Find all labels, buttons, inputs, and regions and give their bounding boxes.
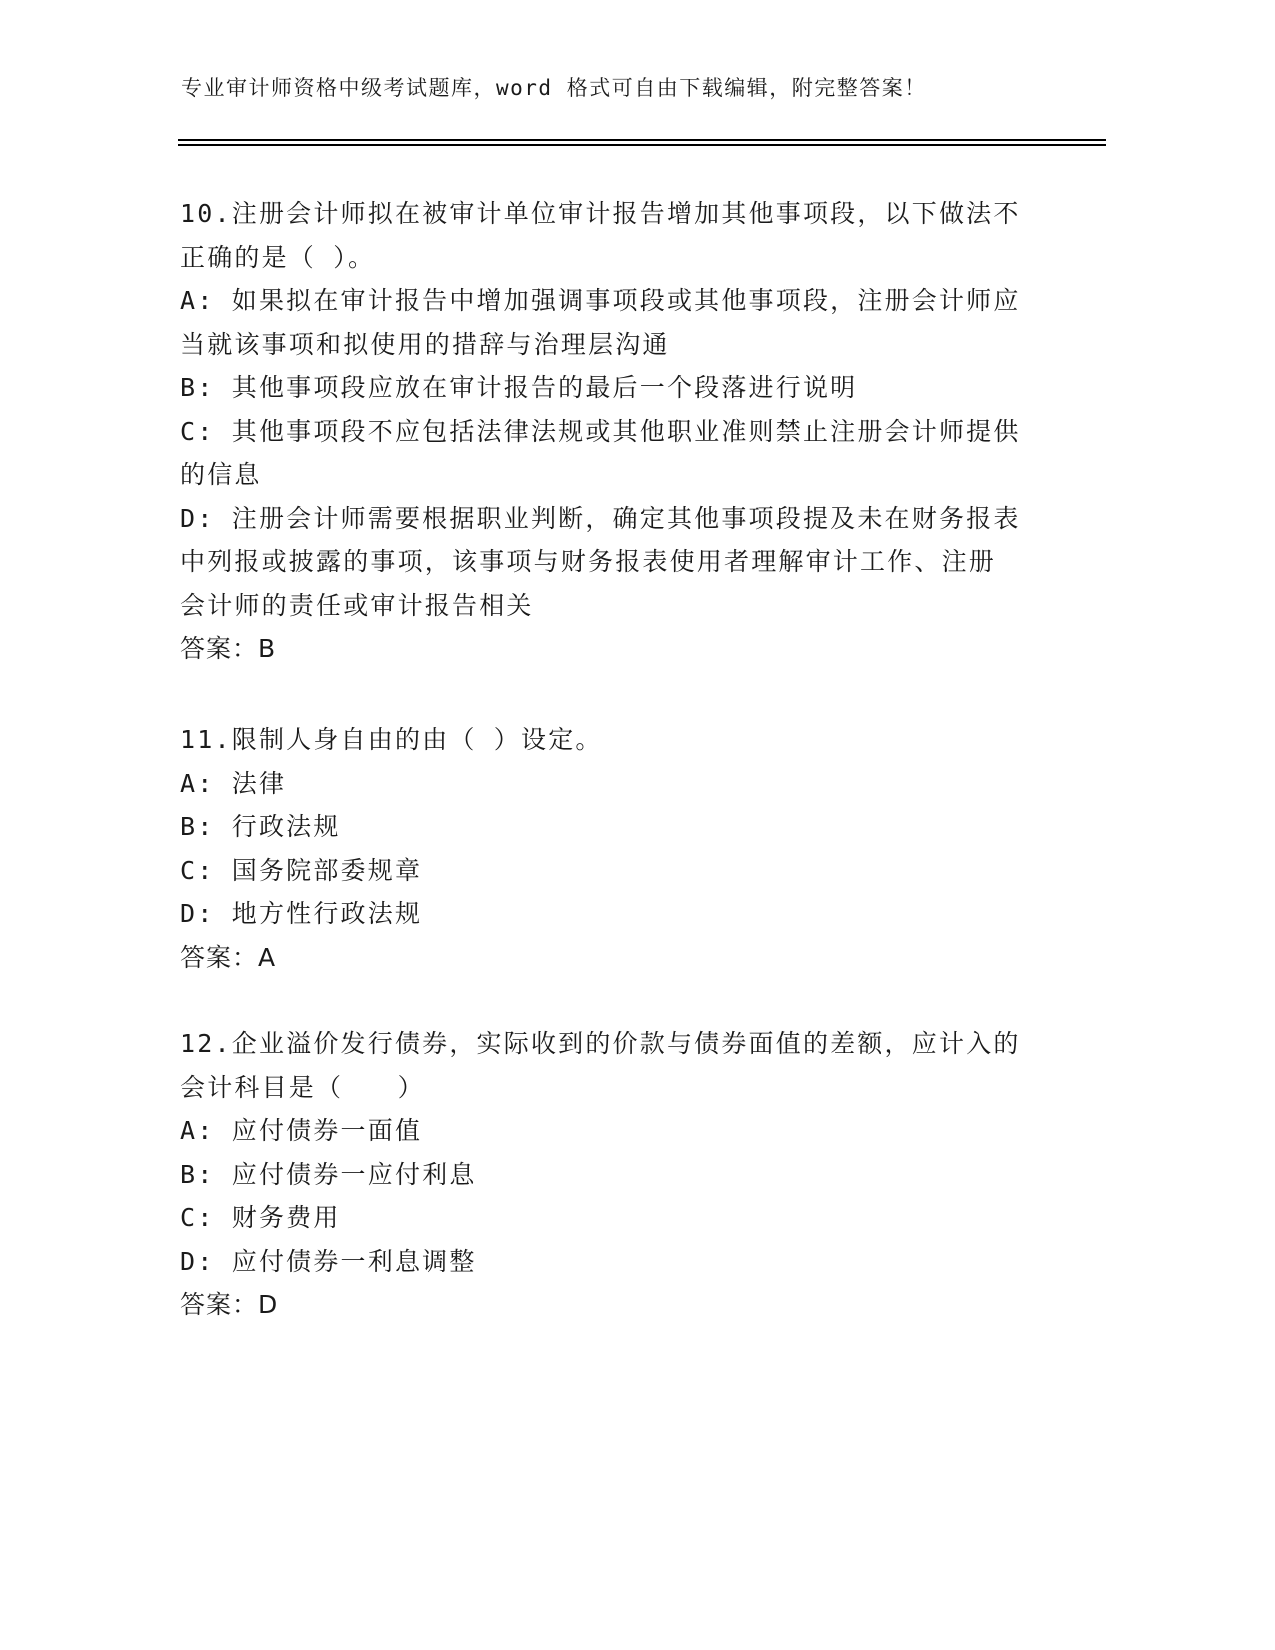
option-d: D: 地方性行政法规 (180, 899, 423, 928)
option-b: B: 应付债券一应付利息 (180, 1159, 477, 1189)
answer: 答案：A (180, 942, 277, 972)
option-c: C: 国务院部委规章 (180, 855, 423, 885)
option-c-cont: 的信息 (180, 460, 262, 489)
question-stem: 11.限制人身自由的由（ ）设定。 (180, 725, 603, 754)
option-a: A: 如果拟在审计报告中增加强调事项段或其他事项段，注册会计师应 (180, 286, 1021, 315)
question-stem: 正确的是（ ）。 (180, 242, 376, 272)
question-12 (180, 1022, 1040, 1327)
option-d-cont: 中列报或披露的事项，该事项与财务报表使用者理解审计工作、注册 (180, 547, 997, 576)
option-b: B: 行政法规 (180, 812, 341, 841)
option-a-cont: 当就该事项和拟使用的措辞与治理层沟通 (180, 329, 670, 359)
option-d-cont: 会计师的责任或审计报告相关 (180, 590, 534, 620)
question-stem: 12.企业溢价发行债券，实际收到的价款与债券面值的差额，应计入的 (180, 1029, 1021, 1058)
question-stem: 10.注册会计师拟在被审计单位审计报告增加其他事项段，以下做法不 (180, 199, 1021, 228)
header-divider (178, 139, 1106, 146)
answer: 答案：D (180, 1290, 279, 1319)
question-10 (180, 192, 1040, 671)
option-a: A: 法律 (180, 768, 287, 798)
option-c: C: 其他事项段不应包括法律法规或其他职业准则禁止注册会计师提供 (180, 416, 1021, 446)
option-d: D: 注册会计师需要根据职业判断，确定其他事项段提及未在财务报表 (180, 503, 1021, 533)
option-b: B: 其他事项段应放在审计报告的最后一个段落进行说明 (180, 373, 858, 402)
option-d: D: 应付债券一利息调整 (180, 1246, 477, 1276)
option-c: C: 财务费用 (180, 1203, 341, 1232)
option-a: A: 应付债券一面值 (180, 1116, 423, 1145)
question-11 (180, 718, 1040, 979)
page-header: 专业审计师资格中级考试题库，word 格式可自由下载编辑，附完整答案！ (181, 76, 927, 100)
answer: 答案：B (180, 634, 277, 663)
question-stem: 会计科目是（ ） (180, 1072, 425, 1102)
